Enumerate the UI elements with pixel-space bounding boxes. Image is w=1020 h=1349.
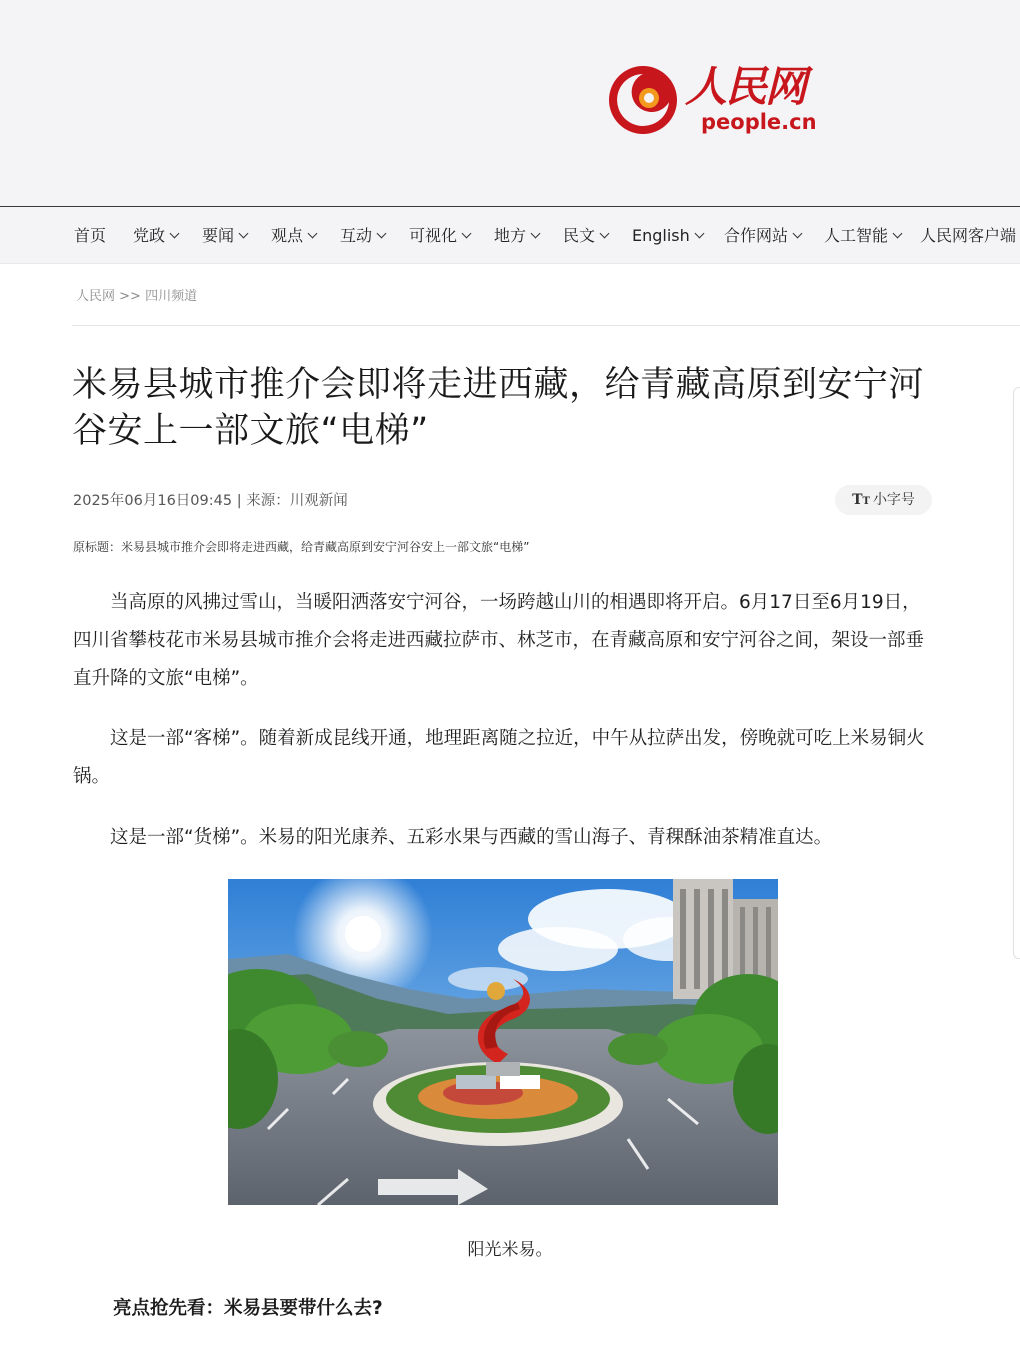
chevron-down-icon	[793, 229, 803, 239]
nav-item-opinion[interactable]: 观点	[271, 207, 316, 263]
nav-item-partners[interactable]: 合作网站	[724, 207, 801, 263]
nav-item-minority[interactable]: 民文	[563, 207, 608, 263]
text-size-icon: TT	[852, 492, 870, 508]
article-meta: 2025年06月16日09:45 | 来源：川观新闻	[73, 493, 348, 509]
main-nav	[0, 207, 1020, 264]
nav-item-ai[interactable]: 人工智能	[824, 207, 901, 263]
chevron-down-icon	[531, 229, 541, 239]
article-subheading: 亮点抢先看：米易县要带什么去?	[113, 1298, 383, 1319]
article-photo	[228, 879, 778, 1205]
chevron-down-icon	[893, 229, 903, 239]
breadcrumb-home-link[interactable]: 人民网	[76, 289, 116, 304]
nav-item-english[interactable]: English	[632, 207, 703, 263]
chevron-down-icon	[462, 229, 472, 239]
breadcrumb-separator: >>	[119, 289, 141, 304]
site-header	[0, 0, 1020, 207]
nav-item-visual[interactable]: 可视化	[409, 207, 470, 263]
people-logo-icon	[605, 62, 681, 138]
font-toggle-label: 小字号	[872, 492, 915, 508]
chevron-down-icon	[170, 229, 180, 239]
nav-item-interact[interactable]: 互动	[340, 207, 385, 263]
chevron-down-icon	[600, 229, 610, 239]
article-paragraph: 这是一部“货梯”。米易的阳光康养、五彩水果与西藏的雪山海子、青稞酥油茶精准直达。	[110, 827, 833, 848]
nav-item-party[interactable]: 党政	[133, 207, 178, 263]
original-title: 原标题：米易县城市推介会即将走进西藏，给青藏高原到安宁河谷安上一部文旅“电梯”	[73, 540, 530, 554]
article-title: 米易县城市推介会即将走进西藏，给青藏高原到安宁河谷安上一部文旅“电梯”	[72, 365, 925, 451]
nav-item-news[interactable]: 要闻	[202, 207, 247, 263]
side-scroll-track[interactable]	[1013, 387, 1020, 959]
people-cn-logo[interactable]	[605, 60, 825, 140]
nav-item-home[interactable]: 首页	[74, 226, 107, 245]
breadcrumb	[76, 285, 197, 304]
chevron-down-icon	[308, 229, 318, 239]
nav-item-app[interactable]: 人民网客户端	[920, 226, 1017, 245]
chevron-down-icon	[694, 229, 704, 239]
article-paragraph: 这是一部“客梯”。随着新成昆线开通，地理距离随之拉近，中午从拉萨出发，傍晚就可吃上米易铜火锅。	[73, 728, 925, 787]
logo-chinese-text: 人民网	[685, 62, 806, 111]
breadcrumb-channel-link[interactable]: 四川频道	[145, 289, 198, 304]
image-caption: 阳光米易。	[467, 1240, 553, 1260]
nav-item-local[interactable]: 地方	[494, 207, 539, 263]
divider	[72, 325, 1020, 326]
article-paragraph: 当高原的风拂过雪山，当暖阳洒落安宁河谷，一场跨越山川的相遇即将开启。6月17日至6月19日，四川省攀枝花市米易县城市推介会将走进西藏拉萨市、林芝市，在青藏高原和安宁河谷之间，架设一部垂直升降的文旅“电梯”。	[73, 592, 925, 689]
chevron-down-icon	[239, 229, 249, 239]
chevron-down-icon	[377, 229, 387, 239]
font-size-toggle-button[interactable]	[835, 485, 932, 515]
logo-english-text: people.cn	[701, 110, 817, 134]
roundabout-photo	[228, 879, 778, 1205]
